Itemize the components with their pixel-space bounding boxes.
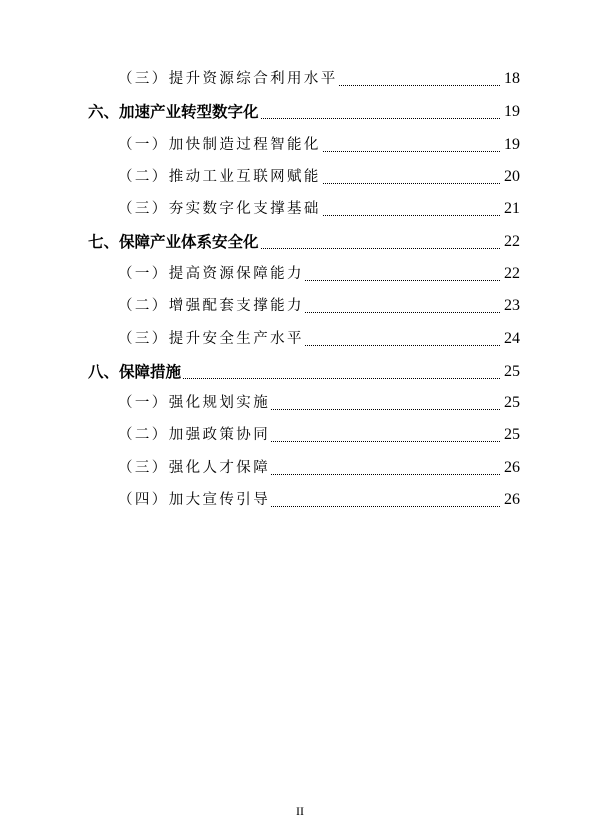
toc-entry[interactable] [0, 233, 600, 255]
toc-entry-title: （四）加大宣传引导 [118, 492, 271, 508]
toc-entry[interactable] [0, 265, 600, 287]
toc-entry[interactable] [0, 103, 600, 125]
toc-entry[interactable] [0, 200, 600, 222]
toc-entry-page-number: 22 [504, 265, 520, 282]
toc-entry[interactable] [0, 70, 600, 92]
toc-entry-page-number: 19 [504, 136, 520, 153]
toc-entry-page-number: 23 [504, 297, 520, 314]
toc-entry-page-number: 19 [504, 103, 520, 120]
toc-entry-page-number: 22 [504, 233, 520, 250]
toc-entry-title: （一）强化规划实施 [118, 395, 271, 411]
toc-entry[interactable] [0, 330, 600, 352]
toc-entry-page-number: 26 [504, 459, 520, 476]
toc-entry-title: 七、保障产业体系安全化 [88, 233, 259, 251]
toc-entry-title: （三）夯实数字化支撑基础 [118, 201, 321, 217]
toc-entry-title: 八、保障措施 [88, 363, 182, 381]
toc-entry-page-number: 21 [504, 200, 520, 217]
toc-entry-title: （三）提升安全生产水平 [118, 331, 304, 347]
toc-entry[interactable] [0, 426, 600, 448]
toc-entry-page-number: 25 [504, 394, 520, 411]
toc-entry-title: （二）推动工业互联网赋能 [118, 169, 321, 185]
toc-entry-page-number: 20 [504, 168, 520, 185]
toc-entry-title: 六、加速产业转型数字化 [88, 103, 259, 121]
toc-entry-title: （三）强化人才保障 [118, 460, 271, 476]
toc-entry-title: （二）增强配套支撑能力 [118, 298, 304, 314]
toc-entry[interactable] [0, 363, 600, 385]
toc-entry-page-number: 18 [504, 70, 520, 87]
toc-entry[interactable] [0, 168, 600, 190]
toc-entry[interactable] [0, 136, 600, 158]
toc-entry-page-number: 25 [504, 363, 520, 380]
toc-entry[interactable] [0, 394, 600, 416]
page-number-footer: II [296, 804, 304, 818]
toc-entry[interactable] [0, 297, 600, 319]
toc-entry-page-number: 24 [504, 330, 520, 347]
toc-entry-page-number: 26 [504, 491, 520, 508]
toc-entry[interactable] [0, 491, 600, 513]
toc-entry-title: （一）提高资源保障能力 [118, 266, 304, 282]
toc-entry-title: （三）提升资源综合利用水平 [118, 71, 338, 87]
toc-entry-title: （一）加快制造过程智能化 [118, 137, 321, 153]
toc-entry-title: （二）加强政策协同 [118, 427, 271, 443]
toc-entry[interactable] [0, 459, 600, 481]
toc-entry-page-number: 25 [504, 426, 520, 443]
